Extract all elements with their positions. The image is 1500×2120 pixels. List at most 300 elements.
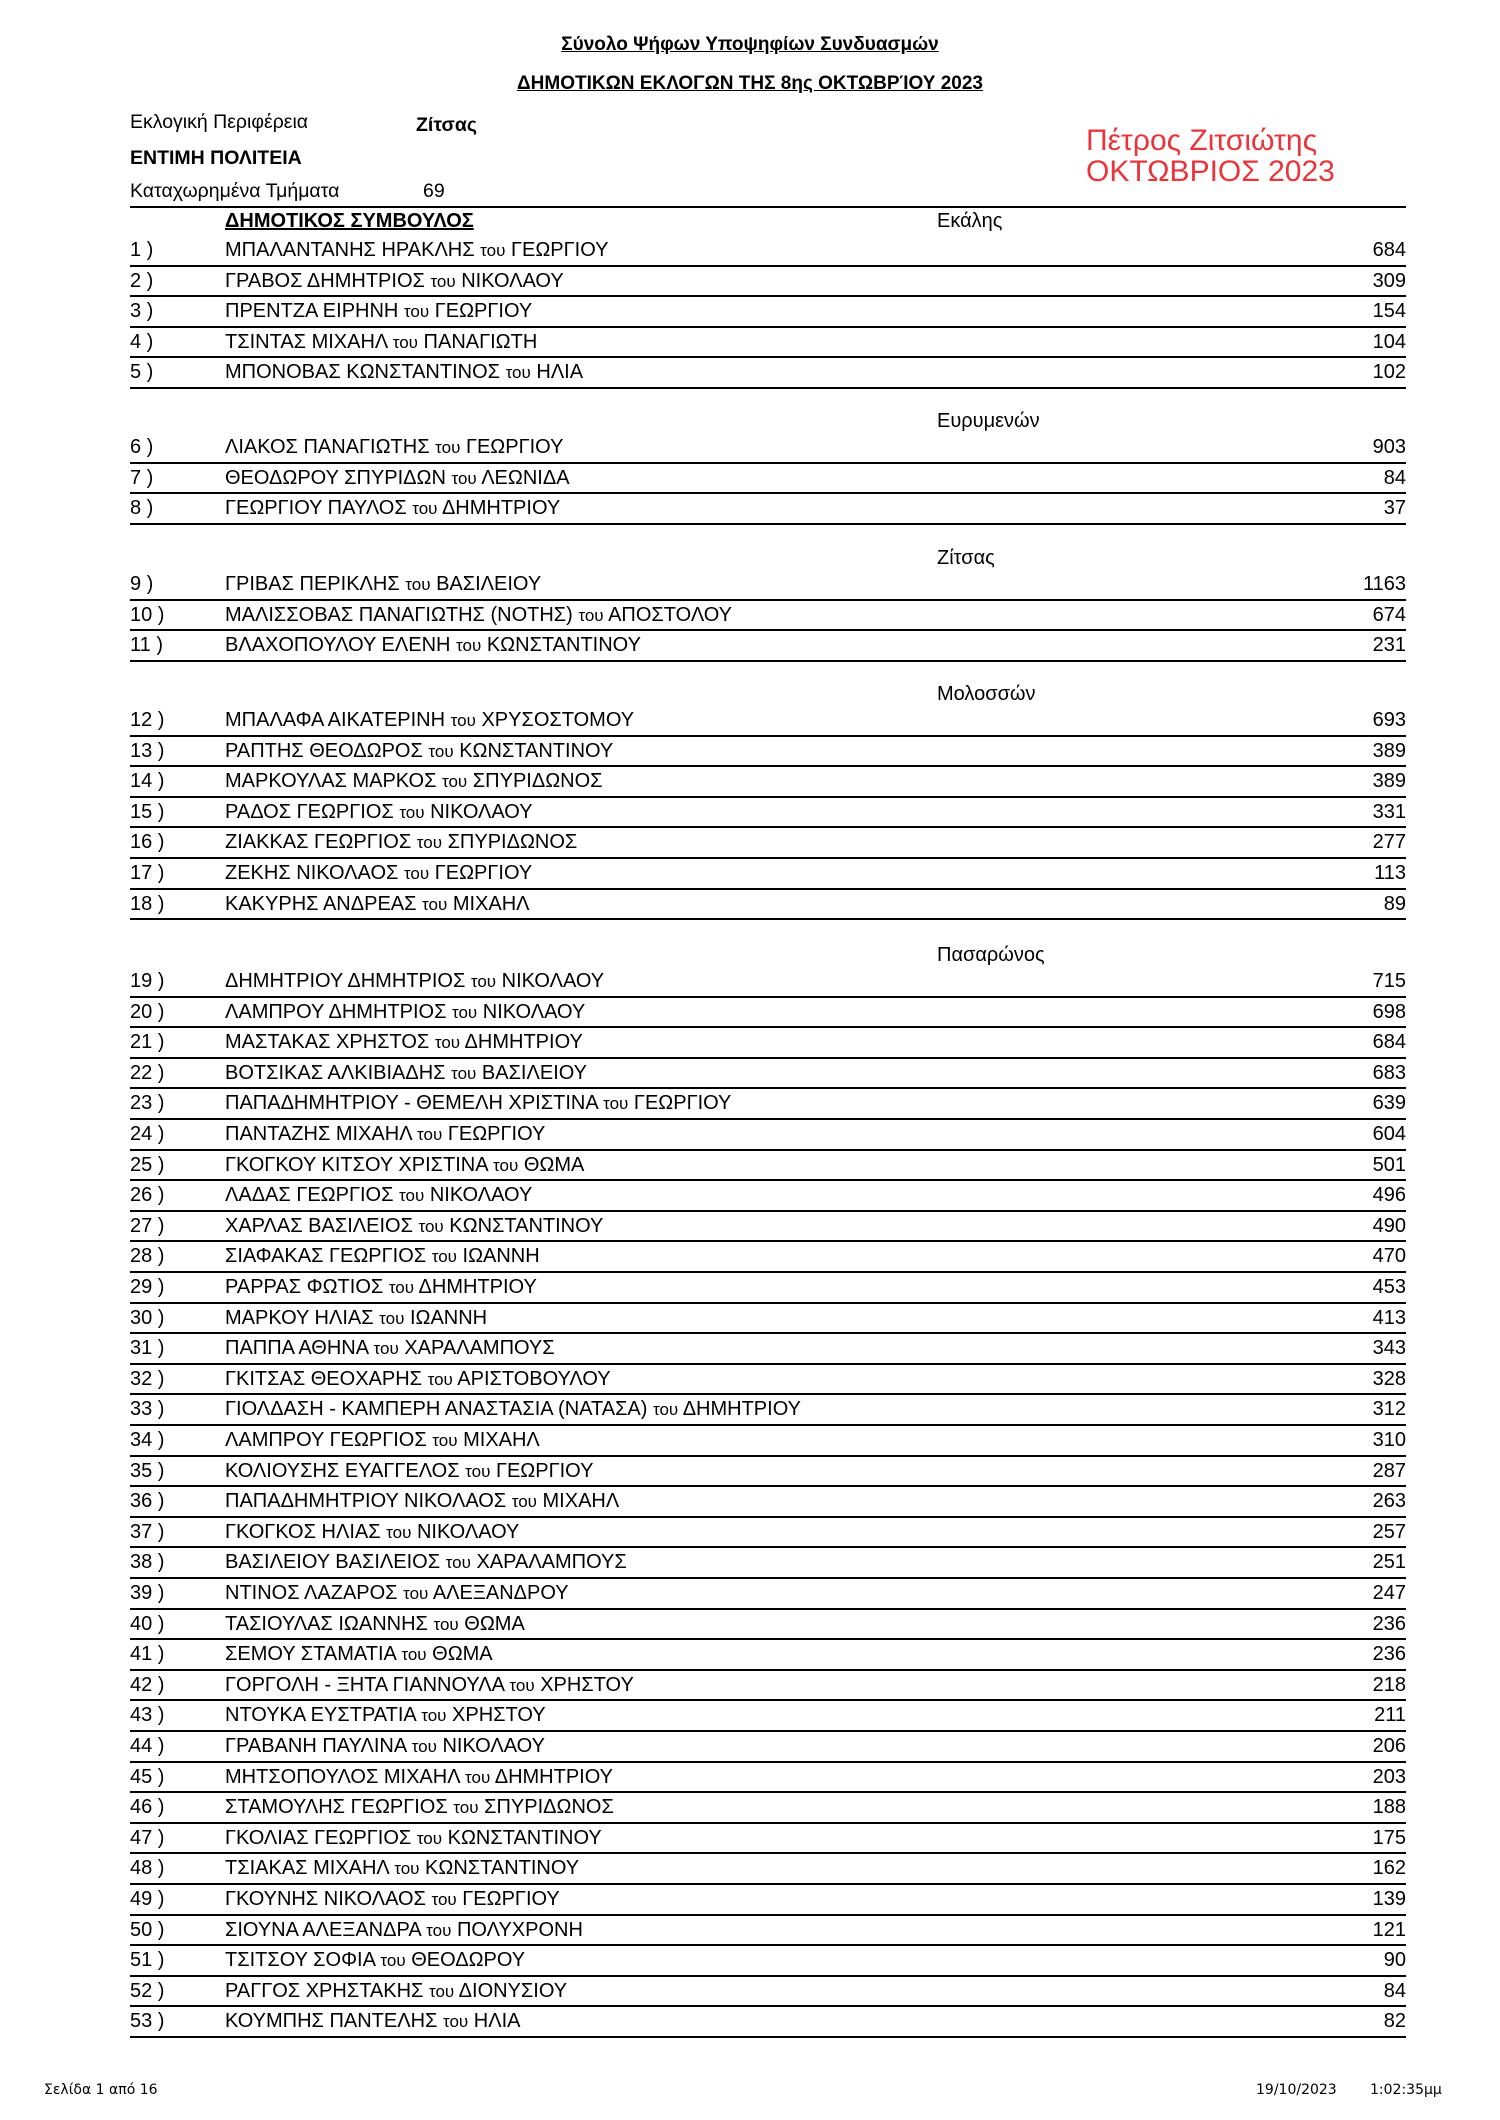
candidate-name xyxy=(225,1215,603,1238)
patronymic-prefix: του xyxy=(399,802,425,822)
candidate-fullname: ΡΑΠΤΗΣ ΘΕΟΔΩΡΟΣ xyxy=(225,739,423,762)
candidate-name xyxy=(225,331,537,354)
candidate-fullname: ΓΟΡΓΟΛΗ - ΞΗΤΑ ΓΙΑΝΝΟΥΛΑ xyxy=(225,1673,504,1696)
candidate-fullname: ΠΡΕΝΤΖΑ ΕΙΡΗΝΗ xyxy=(225,300,399,323)
candidate-patronymic: ΜΙΧΑΗΛ xyxy=(542,1490,620,1513)
table-row xyxy=(130,1548,1406,1579)
table-row xyxy=(130,1793,1406,1824)
candidate-fullname: ΣΕΜΟΥ ΣΤΑΜΑΤΙΑ xyxy=(225,1643,396,1666)
candidate-name xyxy=(225,1429,540,1452)
row-index: 42 ) xyxy=(130,1673,165,1696)
row-index: 4 ) xyxy=(130,330,154,353)
vote-count: 84 xyxy=(1383,1979,1406,2002)
document-title: Σύνολο Ψήφων Υποψηφίων Συνδυασμών xyxy=(561,34,939,55)
candidate-patronymic: ΑΛΕΞΑΝΔΡΟΥ xyxy=(432,1582,569,1604)
print-date: 19/10/2023 xyxy=(1256,2082,1337,2098)
candidate-patronymic: ΑΡΙΣΤΟΒΟΥΛΟΥ xyxy=(457,1367,611,1390)
group-label: Πασαρώνος xyxy=(937,944,1045,966)
vote-count: 693 xyxy=(1372,709,1406,731)
table-row xyxy=(130,1181,1406,1212)
candidate-patronymic: ΘΩΜΑ xyxy=(523,1153,585,1176)
row-index: 7 ) xyxy=(130,466,154,489)
table-row xyxy=(130,328,1406,359)
patronymic-prefix: του xyxy=(427,1369,453,1389)
table-row xyxy=(130,631,1406,662)
candidate-name xyxy=(225,1276,537,1299)
candidate-fullname: ΒΛΑΧΟΠΟΥΛΟΥ ΕΛΕΝΗ xyxy=(225,634,451,657)
row-index: 46 ) xyxy=(130,1796,165,1819)
row-index: 36 ) xyxy=(130,1490,165,1513)
candidate-fullname: ΒΟΤΣΙΚΑΣ ΑΛΚΙΒΙΑΔΗΣ xyxy=(225,1061,446,1084)
row-index: 23 ) xyxy=(130,1092,165,1115)
candidate-patronymic: ΔΙΟΝΥΣΙΟΥ xyxy=(458,1979,568,2002)
row-index: 43 ) xyxy=(130,1704,165,1727)
table-row xyxy=(130,1977,1406,2008)
candidate-name xyxy=(225,1643,493,1666)
vote-count: 263 xyxy=(1372,1490,1406,1513)
stamp-date: ΟΚΤΩΒΡΙΟΣ 2023 xyxy=(1086,155,1335,188)
candidate-fullname: ΓΚΟΓΚΟΥ ΚΙΤΣΟΥ ΧΡΙΣΤΙΝΑ xyxy=(225,1153,488,1176)
table-row xyxy=(130,1671,1406,1702)
patronymic-prefix: του xyxy=(403,864,430,883)
candidate-patronymic: ΚΩΝΣΤΑΝΤΙΝΟΥ xyxy=(449,1214,604,1237)
patronymic-prefix: του xyxy=(426,1920,452,1940)
table-row xyxy=(130,2007,1406,2038)
candidate-fullname: ΛΙΑΚΟΣ ΠΑΝΑΓΙΩΤΗΣ xyxy=(225,436,430,458)
group-label: Μολοσσών xyxy=(937,683,1036,705)
candidate-name xyxy=(225,1949,525,1972)
row-index: 51 ) xyxy=(130,1949,165,1972)
candidate-name xyxy=(225,361,583,384)
candidate-fullname: ΓΡΙΒΑΣ ΠΕΡΙΚΛΗΣ xyxy=(225,573,400,595)
vote-count: 903 xyxy=(1372,436,1406,458)
stamp-name: Πέτρος Ζιτσιώτης xyxy=(1086,124,1318,157)
column-header: ΔΗΜΟΤΙΚΟΣ ΣΥΜΒΟΥΛΟΣ xyxy=(225,210,474,232)
row-index: 52 ) xyxy=(130,1979,165,2002)
patronymic-prefix: του xyxy=(456,636,482,656)
sections-label: Καταχωρημένα Τμήματα xyxy=(130,180,340,202)
candidate-patronymic: ΣΠΥΡΙΔΩΝΟΣ xyxy=(484,1796,614,1819)
row-index: 45 ) xyxy=(130,1765,165,1788)
candidate-fullname: ΚΑΚΥΡΗΣ ΑΝΔΡΕΑΣ xyxy=(225,892,417,915)
patronymic-prefix: του xyxy=(417,1125,443,1144)
table-row xyxy=(130,1854,1406,1885)
patronymic-prefix: του xyxy=(480,241,506,260)
patronymic-prefix: του xyxy=(430,271,456,291)
table-row xyxy=(130,1120,1406,1151)
vote-count: 715 xyxy=(1372,970,1406,992)
candidate-fullname: ΜΑΡΚΟΥΛΑΣ ΜΑΡΚΟΣ xyxy=(225,770,437,793)
vote-count: 84 xyxy=(1383,466,1406,489)
candidate-name xyxy=(225,1154,584,1177)
candidate-patronymic: ΝΙΚΟΛΑΟΥ xyxy=(501,970,605,992)
candidate-fullname: ΠΑΠΑΔΗΜΗΤΡΙΟΥ ΝΙΚΟΛΑΟΣ xyxy=(225,1490,507,1513)
candidate-patronymic: ΠΟΛΥΧΡΟΝΗ xyxy=(456,1918,583,1941)
candidate-patronymic: ΝΙΚΟΛΑΟΥ xyxy=(429,1184,533,1207)
candidate-name xyxy=(225,1521,519,1544)
vote-count: 102 xyxy=(1372,361,1406,384)
table-row xyxy=(130,1824,1406,1855)
candidate-patronymic: ΓΕΩΡΓΙΟΥ xyxy=(510,239,609,261)
table-row xyxy=(130,1089,1406,1120)
patronymic-prefix: του xyxy=(379,1308,405,1328)
row-index: 40 ) xyxy=(130,1612,165,1635)
vote-count: 1163 xyxy=(1362,573,1406,595)
candidate-fullname: ΜΑΡΚΟΥ ΗΛΙΑΣ xyxy=(225,1306,374,1329)
patronymic-prefix: του xyxy=(428,1981,455,2001)
row-index: 47 ) xyxy=(130,1826,165,1849)
candidate-patronymic: ΝΙΚΟΛΑΟΥ xyxy=(442,1735,545,1757)
patronymic-prefix: του xyxy=(653,1400,679,1420)
patronymic-prefix: του xyxy=(399,1186,425,1206)
vote-count: 343 xyxy=(1372,1337,1406,1360)
candidate-name xyxy=(225,1857,579,1880)
vote-count: 121 xyxy=(1372,1918,1406,1941)
patronymic-prefix: του xyxy=(405,575,431,594)
candidate-name xyxy=(225,1337,555,1360)
table-row xyxy=(130,1365,1406,1396)
row-index: 39 ) xyxy=(130,1582,165,1604)
table-row xyxy=(130,1732,1406,1763)
group-label: Ευρυμενών xyxy=(937,410,1040,432)
candidate-fullname: ΛΑΜΠΡΟΥ ΓΕΩΡΓΙΟΣ xyxy=(225,1429,427,1451)
page-number: Σελίδα 1 από 16 xyxy=(44,2082,158,2098)
candidate-name xyxy=(225,1551,627,1574)
vote-count: 89 xyxy=(1383,892,1406,915)
row-index: 11 ) xyxy=(130,634,163,657)
patronymic-prefix: του xyxy=(401,1645,427,1665)
row-index: 48 ) xyxy=(130,1857,165,1880)
candidate-fullname: ΓΚΙΤΣΑΣ ΘΕΟΧΑΡΗΣ xyxy=(225,1367,423,1390)
table-row xyxy=(130,601,1406,632)
patronymic-prefix: του xyxy=(411,1737,437,1756)
table-row xyxy=(130,998,1406,1029)
patronymic-prefix: του xyxy=(451,1063,477,1083)
candidate-name xyxy=(225,1062,587,1085)
candidate-fullname: ΤΑΣΙΟΥΛΑΣ ΙΩΑΝΝΗΣ xyxy=(225,1612,428,1635)
vote-count: 247 xyxy=(1372,1582,1406,1604)
table-row xyxy=(130,358,1406,389)
patronymic-prefix: του xyxy=(465,1461,491,1481)
table-row xyxy=(130,1640,1406,1671)
table-row xyxy=(130,1334,1406,1365)
table-row xyxy=(130,1579,1406,1610)
table-row xyxy=(130,1701,1406,1732)
vote-count: 236 xyxy=(1372,1643,1406,1666)
candidate-name xyxy=(225,634,641,657)
patronymic-prefix: του xyxy=(442,772,468,792)
patronymic-prefix: του xyxy=(392,332,418,352)
vote-count: 154 xyxy=(1372,300,1406,323)
candidate-fullname: ΤΣΙΝΤΑΣ ΜΙΧΑΗΛ xyxy=(225,330,388,353)
table-row xyxy=(130,464,1406,495)
table-row xyxy=(130,706,1406,737)
candidate-fullname: ΚΟΛΙΟΥΣΗΣ ΕΥΑΓΓΕΛΟΣ xyxy=(225,1459,460,1482)
table-row xyxy=(130,1151,1406,1182)
candidate-fullname: ΝΤΟΥΚΑ ΕΥΣΤΡΑΤΙΑ xyxy=(225,1704,416,1727)
candidate-name xyxy=(225,1796,614,1819)
candidate-patronymic: ΔΗΜΗΤΡΙΟΥ xyxy=(418,1276,537,1298)
region-value: Ζίτσας xyxy=(416,114,477,136)
candidate-name xyxy=(225,1123,545,1146)
table-row xyxy=(130,967,1406,998)
candidate-name xyxy=(225,436,563,459)
candidate-patronymic: ΔΗΜΗΤΡΙΟΥ xyxy=(494,1765,613,1788)
row-index: 31 ) xyxy=(130,1337,165,1360)
candidate-patronymic: ΔΗΜΗΤΡΙΟΥ xyxy=(441,497,561,520)
candidate-patronymic: ΝΙΚΟΛΑΟΥ xyxy=(461,269,564,292)
vote-count: 188 xyxy=(1372,1796,1406,1819)
table-row xyxy=(130,1946,1406,1977)
candidate-patronymic: ΜΙΧΑΗΛ xyxy=(452,892,530,915)
candidate-fullname: ΛΑΜΠΡΟΥ ΔΗΜΗΤΡΙΟΣ xyxy=(225,1000,447,1023)
vote-count: 674 xyxy=(1372,603,1406,626)
row-index: 38 ) xyxy=(130,1551,165,1574)
table-row xyxy=(130,236,1406,267)
vote-count: 37 xyxy=(1383,497,1406,520)
candidate-name xyxy=(225,709,634,732)
candidate-fullname: ΤΣΙΤΣΟΥ ΣΟΦΙΑ xyxy=(225,1949,375,1972)
candidate-name xyxy=(225,604,732,627)
patronymic-prefix: του xyxy=(452,1002,478,1022)
candidate-name xyxy=(225,300,532,323)
candidate-name xyxy=(225,573,541,596)
patronymic-prefix: του xyxy=(493,1155,519,1175)
candidate-fullname: ΓΡΑΒΑΝΗ ΠΑΥΛΙΝΑ xyxy=(225,1735,407,1757)
candidate-name xyxy=(225,831,577,854)
row-index: 27 ) xyxy=(130,1214,165,1237)
row-index: 2 ) xyxy=(130,269,154,292)
patronymic-prefix: του xyxy=(380,1951,406,1971)
vote-count: 328 xyxy=(1372,1367,1406,1390)
table-row xyxy=(130,1395,1406,1426)
vote-count: 496 xyxy=(1372,1184,1406,1207)
patronymic-prefix: του xyxy=(509,1675,535,1695)
table-row xyxy=(130,1763,1406,1794)
candidate-patronymic: ΛΕΩΝΙΔΑ xyxy=(481,466,570,489)
row-index: 6 ) xyxy=(130,436,154,458)
vote-count: 684 xyxy=(1372,239,1406,261)
candidate-fullname: ΓΚΟΥΝΗΣ ΝΙΚΟΛΑΟΣ xyxy=(225,1888,426,1910)
vote-count: 413 xyxy=(1372,1306,1406,1329)
candidate-fullname: ΜΗΤΣΟΠΟΥΛΟΣ ΜΙΧΑΗΛ xyxy=(225,1765,460,1788)
candidate-fullname: ΣΤΑΜΟΥΛΗΣ ΓΕΩΡΓΙΟΣ xyxy=(225,1796,448,1819)
row-index: 24 ) xyxy=(130,1123,165,1145)
table-row xyxy=(130,1242,1406,1273)
row-index: 17 ) xyxy=(130,862,165,884)
patronymic-prefix: του xyxy=(422,894,448,914)
vote-count: 231 xyxy=(1372,634,1406,657)
row-index: 5 ) xyxy=(130,361,154,384)
candidate-patronymic: ΓΕΩΡΓΙΟΥ xyxy=(447,1123,546,1145)
patronymic-prefix: του xyxy=(451,468,477,488)
vote-count: 203 xyxy=(1372,1765,1406,1788)
candidate-name xyxy=(225,1827,602,1850)
table-row xyxy=(130,1487,1406,1518)
row-index: 15 ) xyxy=(130,800,165,823)
candidate-patronymic: ΝΙΚΟΛΑΟΥ xyxy=(430,800,533,823)
patronymic-prefix: του xyxy=(505,363,531,383)
patronymic-prefix: του xyxy=(416,833,442,853)
row-index: 8 ) xyxy=(130,497,154,520)
row-index: 18 ) xyxy=(130,892,165,915)
candidate-patronymic: ΒΑΣΙΛΕΙΟΥ xyxy=(481,1061,587,1084)
vote-count: 639 xyxy=(1372,1092,1406,1115)
candidate-name xyxy=(225,1888,560,1911)
candidate-name xyxy=(225,1704,546,1727)
patronymic-prefix: του xyxy=(373,1339,399,1359)
row-index: 26 ) xyxy=(130,1184,165,1207)
table-row xyxy=(130,828,1406,859)
vote-count: 211 xyxy=(1374,1704,1406,1727)
table-row xyxy=(130,1304,1406,1335)
table-row xyxy=(130,890,1406,921)
candidate-patronymic: ΝΙΚΟΛΑΟΥ xyxy=(482,1000,586,1023)
candidate-patronymic: ΓΕΩΡΓΙΟΥ xyxy=(633,1092,732,1115)
patronymic-prefix: του xyxy=(428,741,454,761)
patronymic-prefix: του xyxy=(511,1492,537,1512)
candidate-fullname: ΒΑΣΙΛΕΙΟΥ ΒΑΣΙΛΕΙΟΣ xyxy=(225,1551,441,1574)
candidate-fullname: ΓΕΩΡΓΙΟΥ ΠΑΥΛΟΣ xyxy=(225,497,407,520)
candidate-name xyxy=(225,239,608,262)
candidate-name xyxy=(225,862,532,885)
vote-count: 104 xyxy=(1372,330,1406,353)
table-row xyxy=(130,433,1406,464)
candidate-patronymic: ΑΠΟΣΤΟΛΟΥ xyxy=(608,603,733,626)
candidate-patronymic: ΓΕΩΡΓΙΟΥ xyxy=(462,1888,560,1910)
row-index: 3 ) xyxy=(130,300,154,323)
table-row xyxy=(130,1273,1406,1304)
vote-count: 470 xyxy=(1372,1245,1406,1268)
candidate-patronymic: ΓΕΩΡΓΙΟΥ xyxy=(434,862,533,884)
row-index: 30 ) xyxy=(130,1306,165,1329)
vote-count: 218 xyxy=(1372,1673,1406,1696)
row-index: 22 ) xyxy=(130,1061,165,1084)
candidate-patronymic: ΚΩΝΣΤΑΝΤΙΝΟΥ xyxy=(459,739,614,762)
patronymic-prefix: του xyxy=(442,2012,469,2032)
patronymic-prefix: του xyxy=(431,1247,457,1267)
row-index: 19 ) xyxy=(130,970,165,992)
candidate-patronymic: ΠΑΝΑΓΙΩΤΗ xyxy=(423,330,538,353)
candidate-fullname: ΓΙΟΛΔΑΣΗ - ΚΑΜΠΕΡΗ ΑΝΑΣΤΑΣΙΑ (ΝΑΤΑΣΑ) xyxy=(225,1398,648,1421)
table-row xyxy=(130,297,1406,328)
candidate-fullname: ΖΙΑΚΚΑΣ ΓΕΩΡΓΙΟΣ xyxy=(225,831,412,854)
patronymic-prefix: του xyxy=(403,302,430,322)
patronymic-prefix: του xyxy=(470,972,497,991)
table-row xyxy=(130,1610,1406,1641)
candidate-patronymic: ΗΛΙΑ xyxy=(536,361,584,384)
candidate-patronymic: ΚΩΝΣΤΑΝΤΙΝΟΥ xyxy=(425,1857,580,1880)
table-row xyxy=(130,570,1406,601)
patronymic-prefix: του xyxy=(603,1094,629,1114)
table-row xyxy=(130,767,1406,798)
vote-count: 162 xyxy=(1372,1857,1406,1880)
candidate-name xyxy=(225,2010,520,2033)
candidate-name xyxy=(225,1674,634,1697)
candidate-fullname: ΓΚΟΓΚΟΣ ΗΛΙΑΣ xyxy=(225,1520,381,1543)
table-row xyxy=(130,1916,1406,1947)
vote-count: 82 xyxy=(1383,2010,1406,2033)
row-index: 16 ) xyxy=(130,831,165,854)
candidate-fullname: ΜΑΛΙΣΣΟΒΑΣ ΠΑΝΑΓΙΩΤΗΣ (ΝΟΤΗΣ) xyxy=(225,603,573,626)
patronymic-prefix: του xyxy=(388,1278,415,1297)
candidate-name xyxy=(225,1001,585,1024)
vote-count: 257 xyxy=(1372,1520,1406,1543)
vote-count: 139 xyxy=(1372,1888,1406,1910)
row-index: 50 ) xyxy=(130,1918,165,1941)
candidate-fullname: ΡΑΔΟΣ ΓΕΩΡΓΙΟΣ xyxy=(225,800,394,823)
candidate-name xyxy=(225,1766,613,1789)
candidate-name xyxy=(225,1919,583,1942)
sections-value: 69 xyxy=(423,180,445,202)
candidate-name xyxy=(225,1582,569,1605)
candidate-patronymic: ΓΕΩΡΓΙΟΥ xyxy=(434,300,533,323)
party-name: ΕΝΤΙΜΗ ΠΟΛΙΤΕΙΑ xyxy=(130,147,302,169)
vote-count: 90 xyxy=(1383,1949,1406,1972)
patronymic-prefix: του xyxy=(465,1767,491,1787)
candidate-name xyxy=(225,970,604,993)
candidate-patronymic: ΘΕΟΔΩΡΟΥ xyxy=(411,1949,526,1972)
vote-count: 604 xyxy=(1372,1123,1406,1145)
row-index: 33 ) xyxy=(130,1398,165,1421)
patronymic-prefix: του xyxy=(412,499,438,519)
vote-count: 453 xyxy=(1372,1276,1406,1298)
candidate-name xyxy=(225,1368,611,1391)
candidate-name xyxy=(225,1307,487,1330)
candidate-fullname: ΚΟΥΜΠΗΣ ΠΑΝΤΕΛΗΣ xyxy=(225,2010,438,2033)
candidate-fullname: ΜΑΣΤΑΚΑΣ ΧΡΗΣΤΟΣ xyxy=(225,1031,430,1054)
patronymic-prefix: του xyxy=(394,1859,420,1879)
candidate-name xyxy=(225,770,603,793)
candidate-patronymic: ΚΩΝΣΤΑΝΤΙΝΟΥ xyxy=(486,634,641,657)
table-row xyxy=(130,1059,1406,1090)
candidate-fullname: ΘΕΟΔΩΡΟΥ ΣΠΥΡΙΔΩΝ xyxy=(225,466,446,489)
candidate-name xyxy=(225,1460,593,1483)
row-index: 20 ) xyxy=(130,1000,165,1023)
row-index: 12 ) xyxy=(130,709,165,731)
candidate-patronymic: ΧΡΗΣΤΟΥ xyxy=(540,1673,634,1696)
vote-count: 277 xyxy=(1372,831,1406,854)
table-row xyxy=(130,1028,1406,1059)
vote-count: 251 xyxy=(1372,1551,1406,1574)
candidate-patronymic: ΘΩΜΑ xyxy=(464,1612,525,1635)
candidate-fullname: ΠΑΝΤΑΖΗΣ ΜΙΧΑΗΛ xyxy=(225,1123,412,1145)
candidate-name xyxy=(225,1092,731,1115)
row-index: 37 ) xyxy=(130,1520,165,1543)
candidate-name xyxy=(225,1980,567,2003)
vote-count: 389 xyxy=(1372,770,1406,793)
table-row xyxy=(130,859,1406,890)
vote-count: 113 xyxy=(1374,862,1406,884)
candidate-fullname: ΓΚΟΛΙΑΣ ΓΕΩΡΓΙΟΣ xyxy=(225,1826,412,1849)
candidate-name xyxy=(225,740,613,763)
table-row xyxy=(130,1426,1406,1457)
table-row xyxy=(130,1885,1406,1916)
candidate-fullname: ΠΑΠΠΑ ΑΘΗΝΑ xyxy=(225,1337,368,1360)
region-label: Εκλογική Περιφέρεια xyxy=(130,111,309,133)
row-index: 28 ) xyxy=(130,1245,165,1268)
candidate-fullname: ΤΣΙΑΚΑΣ ΜΙΧΑΗΛ xyxy=(225,1857,389,1880)
patronymic-prefix: του xyxy=(578,605,604,625)
patronymic-prefix: του xyxy=(403,1584,429,1603)
document-subtitle: ΔΗΜΟΤΙΚΩΝ ΕΚΛΟΓΩΝ ΤΗΣ 8ης ΟΚΤΩΒΡΊΟΥ 2023 xyxy=(516,73,983,94)
patronymic-prefix: του xyxy=(421,1706,447,1726)
candidate-patronymic: ΧΑΡΑΛΑΜΠΟΥΣ xyxy=(404,1337,555,1360)
vote-count: 287 xyxy=(1372,1459,1406,1482)
table-row xyxy=(130,798,1406,829)
patronymic-prefix: του xyxy=(434,1033,461,1053)
patronymic-prefix: του xyxy=(453,1798,479,1818)
